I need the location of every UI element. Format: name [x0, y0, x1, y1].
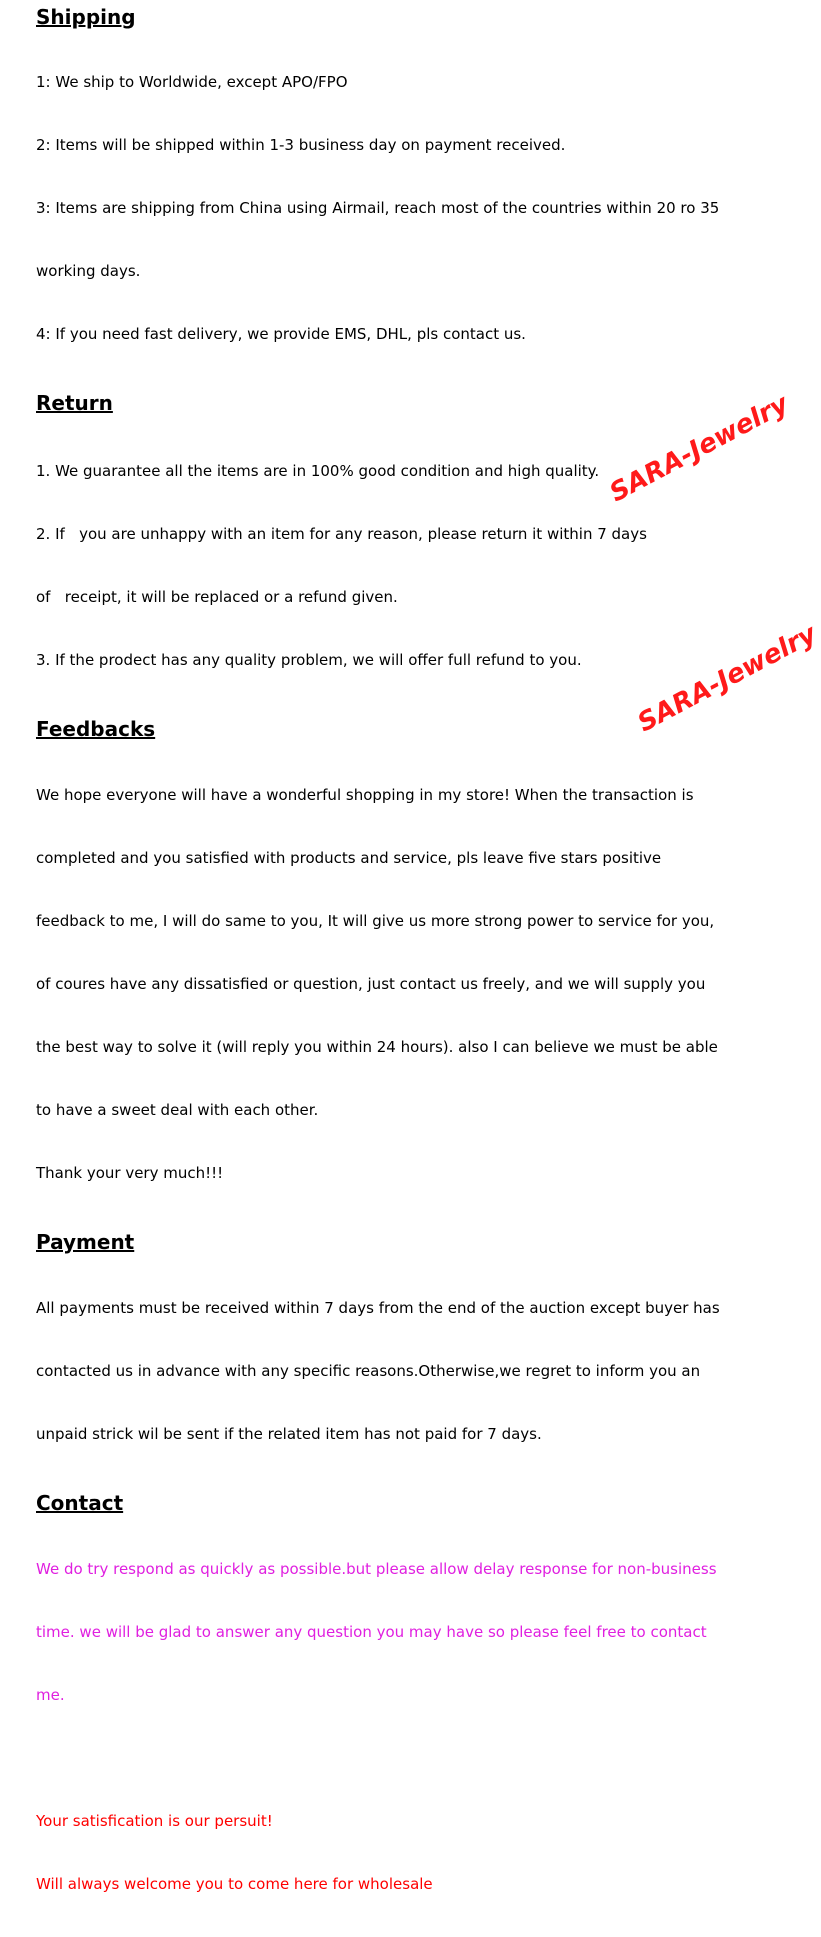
contact-line: time. we will be glad to answer any question you may have so please feel free to contact: [36, 1623, 707, 1641]
return-heading: Return: [36, 391, 113, 415]
spacer: [36, 1748, 776, 1769]
shipping-text: [36, 30, 776, 387]
shipping-line: 2: Items will be shipped within 1-3 business day on payment received.: [36, 136, 566, 154]
watermark: SARA-Jewelry: [604, 389, 794, 509]
payment-line: contacted us in advance with any specific reasons.Otherwise,we regret to inform you an: [36, 1362, 701, 1380]
return-line: 2. If you are unhappy with an item for any reason, please return it within 7 days: [36, 525, 647, 543]
closing-line: Will always welcome you to come here for wholesale: [36, 1875, 433, 1893]
policy-document: [36, 4, 776, 1937]
contact-heading: Contact: [36, 1491, 124, 1515]
feedbacks-text: [36, 743, 776, 1226]
contact-text: [36, 1517, 776, 1748]
payment-line: All payments must be received within 7 days from the end of the auction except buyer has: [36, 1299, 720, 1317]
watermark: SARA-Jewelry: [632, 619, 821, 739]
shipping-heading: Shipping: [36, 5, 136, 29]
feedbacks-line: to have a sweet deal with each other.: [36, 1101, 319, 1119]
closing-text: [36, 1769, 776, 1937]
return-line: 1. We guarantee all the items are in 100% good condition and high quality.: [36, 462, 600, 480]
feedbacks-heading: Feedbacks: [36, 717, 156, 741]
feedbacks-line: feedback to me, I will do same to you, It will give us more strong power to service for you,: [36, 912, 715, 930]
payment-text: [36, 1256, 776, 1487]
feedbacks-line: the best way to solve it (will reply you within 24 hours). also I can believe we must be able: [36, 1038, 718, 1056]
payment-line: unpaid strick wil be sent if the related item has not paid for 7 days.: [36, 1425, 542, 1443]
feedbacks-line: We hope everyone will have a wonderful shopping in my store! When the transaction is: [36, 786, 694, 804]
return-line: 3. If the prodect has any quality problem, we will offer full refund to you.: [36, 651, 582, 669]
feedbacks-line: of coures have any dissatisfied or question, just contact us freely, and we will supply you: [36, 975, 706, 993]
contact-line: We do try respond as quickly as possible.but please allow delay response for non-business: [36, 1560, 717, 1578]
payment-heading: Payment: [36, 1230, 135, 1254]
shipping-line: 4: If you need fast delivery, we provide EMS, DHL, pls contact us.: [36, 325, 526, 343]
return-line: of receipt, it will be replaced or a refund given.: [36, 588, 398, 606]
shipping-line: 1: We ship to Worldwide, except APO/FPO: [36, 73, 348, 91]
feedbacks-line: Thank your very much!!!: [36, 1164, 224, 1182]
shipping-line: working days.: [36, 262, 141, 280]
contact-line: me.: [36, 1686, 65, 1704]
closing-line: Your satisfication is our persuit!: [36, 1812, 273, 1830]
shipping-line: 3: Items are shipping from China using Airmail, reach most of the countries within 20 ro 35: [36, 199, 720, 217]
feedbacks-line: completed and you satisfied with products and service, pls leave five stars positive: [36, 849, 662, 867]
